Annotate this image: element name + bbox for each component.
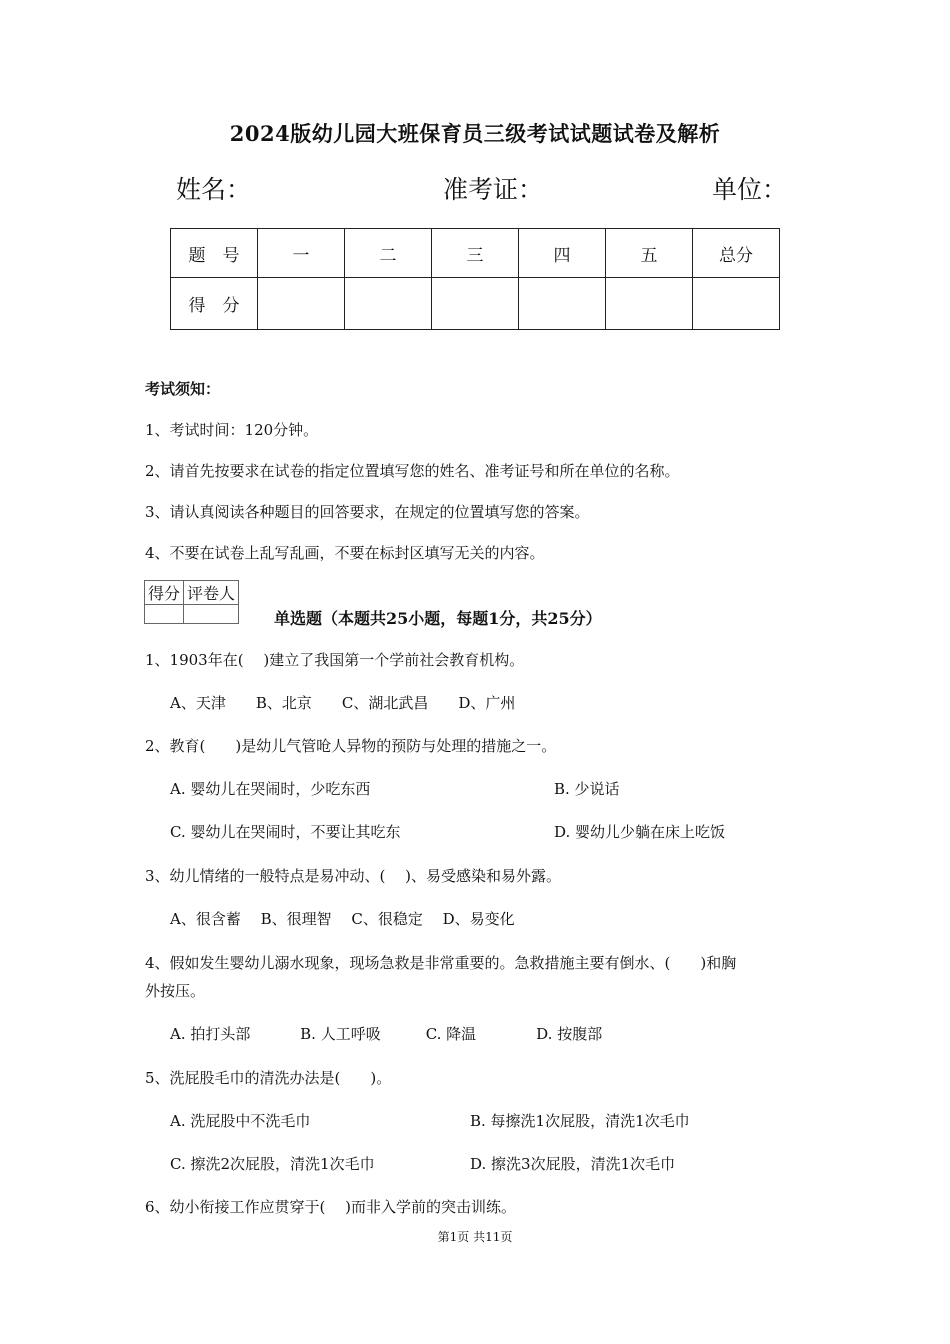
exam-number-field-label: 准考证： — [443, 175, 544, 204]
option-c: C. 擦洗2次屁股，清洗1次毛巾 — [170, 1155, 375, 1173]
option-d: D. 婴幼儿少躺在床上吃饭 — [554, 823, 726, 841]
question-stem-continued: 外按压。 — [145, 982, 206, 1000]
grader-name-cell[interactable] — [184, 605, 239, 624]
name-field-label: 姓名： — [176, 175, 252, 204]
score-table-header-cell: 二 — [345, 229, 432, 278]
score-table-header-row — [171, 229, 780, 278]
score-table-score-row — [171, 278, 780, 330]
score-row-label: 得 分 — [171, 278, 258, 330]
score-table-header-cell: 题 号 — [171, 229, 258, 278]
score-table-header-cell: 五 — [606, 229, 693, 278]
notice-heading: 考试须知： — [145, 380, 221, 398]
option-c: C. 婴幼儿在哭闹时，不要让其吃东 — [170, 823, 401, 841]
question-stem: 6、幼小衔接工作应贯穿于( )而非入学前的突击训练。 — [145, 1198, 517, 1216]
option-b: B. 每擦洗1次屁股，清洗1次毛巾 — [470, 1112, 690, 1130]
score-cell[interactable] — [606, 278, 693, 330]
score-cell[interactable] — [258, 278, 345, 330]
score-table-header-cell: 三 — [432, 229, 519, 278]
notice-item: 1、考试时间：120分钟。 — [145, 421, 319, 439]
score-table-header-cell: 总分 — [693, 229, 780, 278]
question-stem: 1、1903年在( )建立了我国第一个学前社会教育机构。 — [145, 651, 525, 669]
page-footer: 第1页 共11页 — [437, 1230, 513, 1244]
notice-item: 3、请认真阅读各种题目的回答要求，在规定的位置填写您的答案。 — [145, 503, 590, 521]
notice-item: 2、请首先按要求在试卷的指定位置填写您的姓名、准考证号和所在单位的名称。 — [145, 462, 680, 480]
score-cell[interactable] — [345, 278, 432, 330]
option-b: B. 少说话 — [554, 780, 620, 798]
notice-item: 4、不要在试卷上乱写乱画，不要在标封区填写无关的内容。 — [145, 544, 545, 562]
grader-score-label: 得分 — [145, 581, 184, 605]
score-table — [170, 228, 780, 330]
question-stem: 4、假如发生婴幼儿溺水现象，现场急救是非常重要的。急救措施主要有倒水、( )和胸 — [145, 954, 737, 972]
question-options: A. 拍打头部 B. 人工呼吸 C. 降温 D. 按腹部 — [170, 1025, 603, 1043]
score-table-header-cell: 四 — [519, 229, 606, 278]
option-a: A. 婴幼儿在哭闹时，少吃东西 — [170, 780, 371, 798]
grader-name-label: 评卷人 — [184, 581, 239, 605]
question-stem: 2、教育( )是幼儿气管呛人异物的预防与处理的措施之一。 — [145, 737, 557, 755]
option-a: A. 洗屁股中不洗毛巾 — [170, 1112, 311, 1130]
grader-box — [144, 580, 239, 624]
question-options: A、很含蓄 B、很理智 C、很稳定 D、易变化 — [170, 910, 515, 928]
score-cell[interactable] — [693, 278, 780, 330]
document-title: 2024版幼儿园大班保育员三级考试试题试卷及解析 — [229, 121, 721, 146]
option-d: D. 擦洗3次屁股，清洗1次毛巾 — [470, 1155, 676, 1173]
section-title: 单选题（本题共25小题，每题1分，共25分） — [274, 609, 602, 628]
question-options: A、天津 B、北京 C、湖北武昌 D、广州 — [170, 694, 516, 712]
score-table-header-cell: 一 — [258, 229, 345, 278]
unit-field-label: 单位： — [712, 175, 788, 204]
score-cell[interactable] — [432, 278, 519, 330]
question-stem: 3、幼儿情绪的一般特点是易冲动、( )、易受感染和易外露。 — [145, 867, 562, 885]
grader-score-cell[interactable] — [145, 605, 184, 624]
score-cell[interactable] — [519, 278, 606, 330]
question-stem: 5、洗屁股毛巾的清洗办法是( )。 — [145, 1069, 392, 1087]
